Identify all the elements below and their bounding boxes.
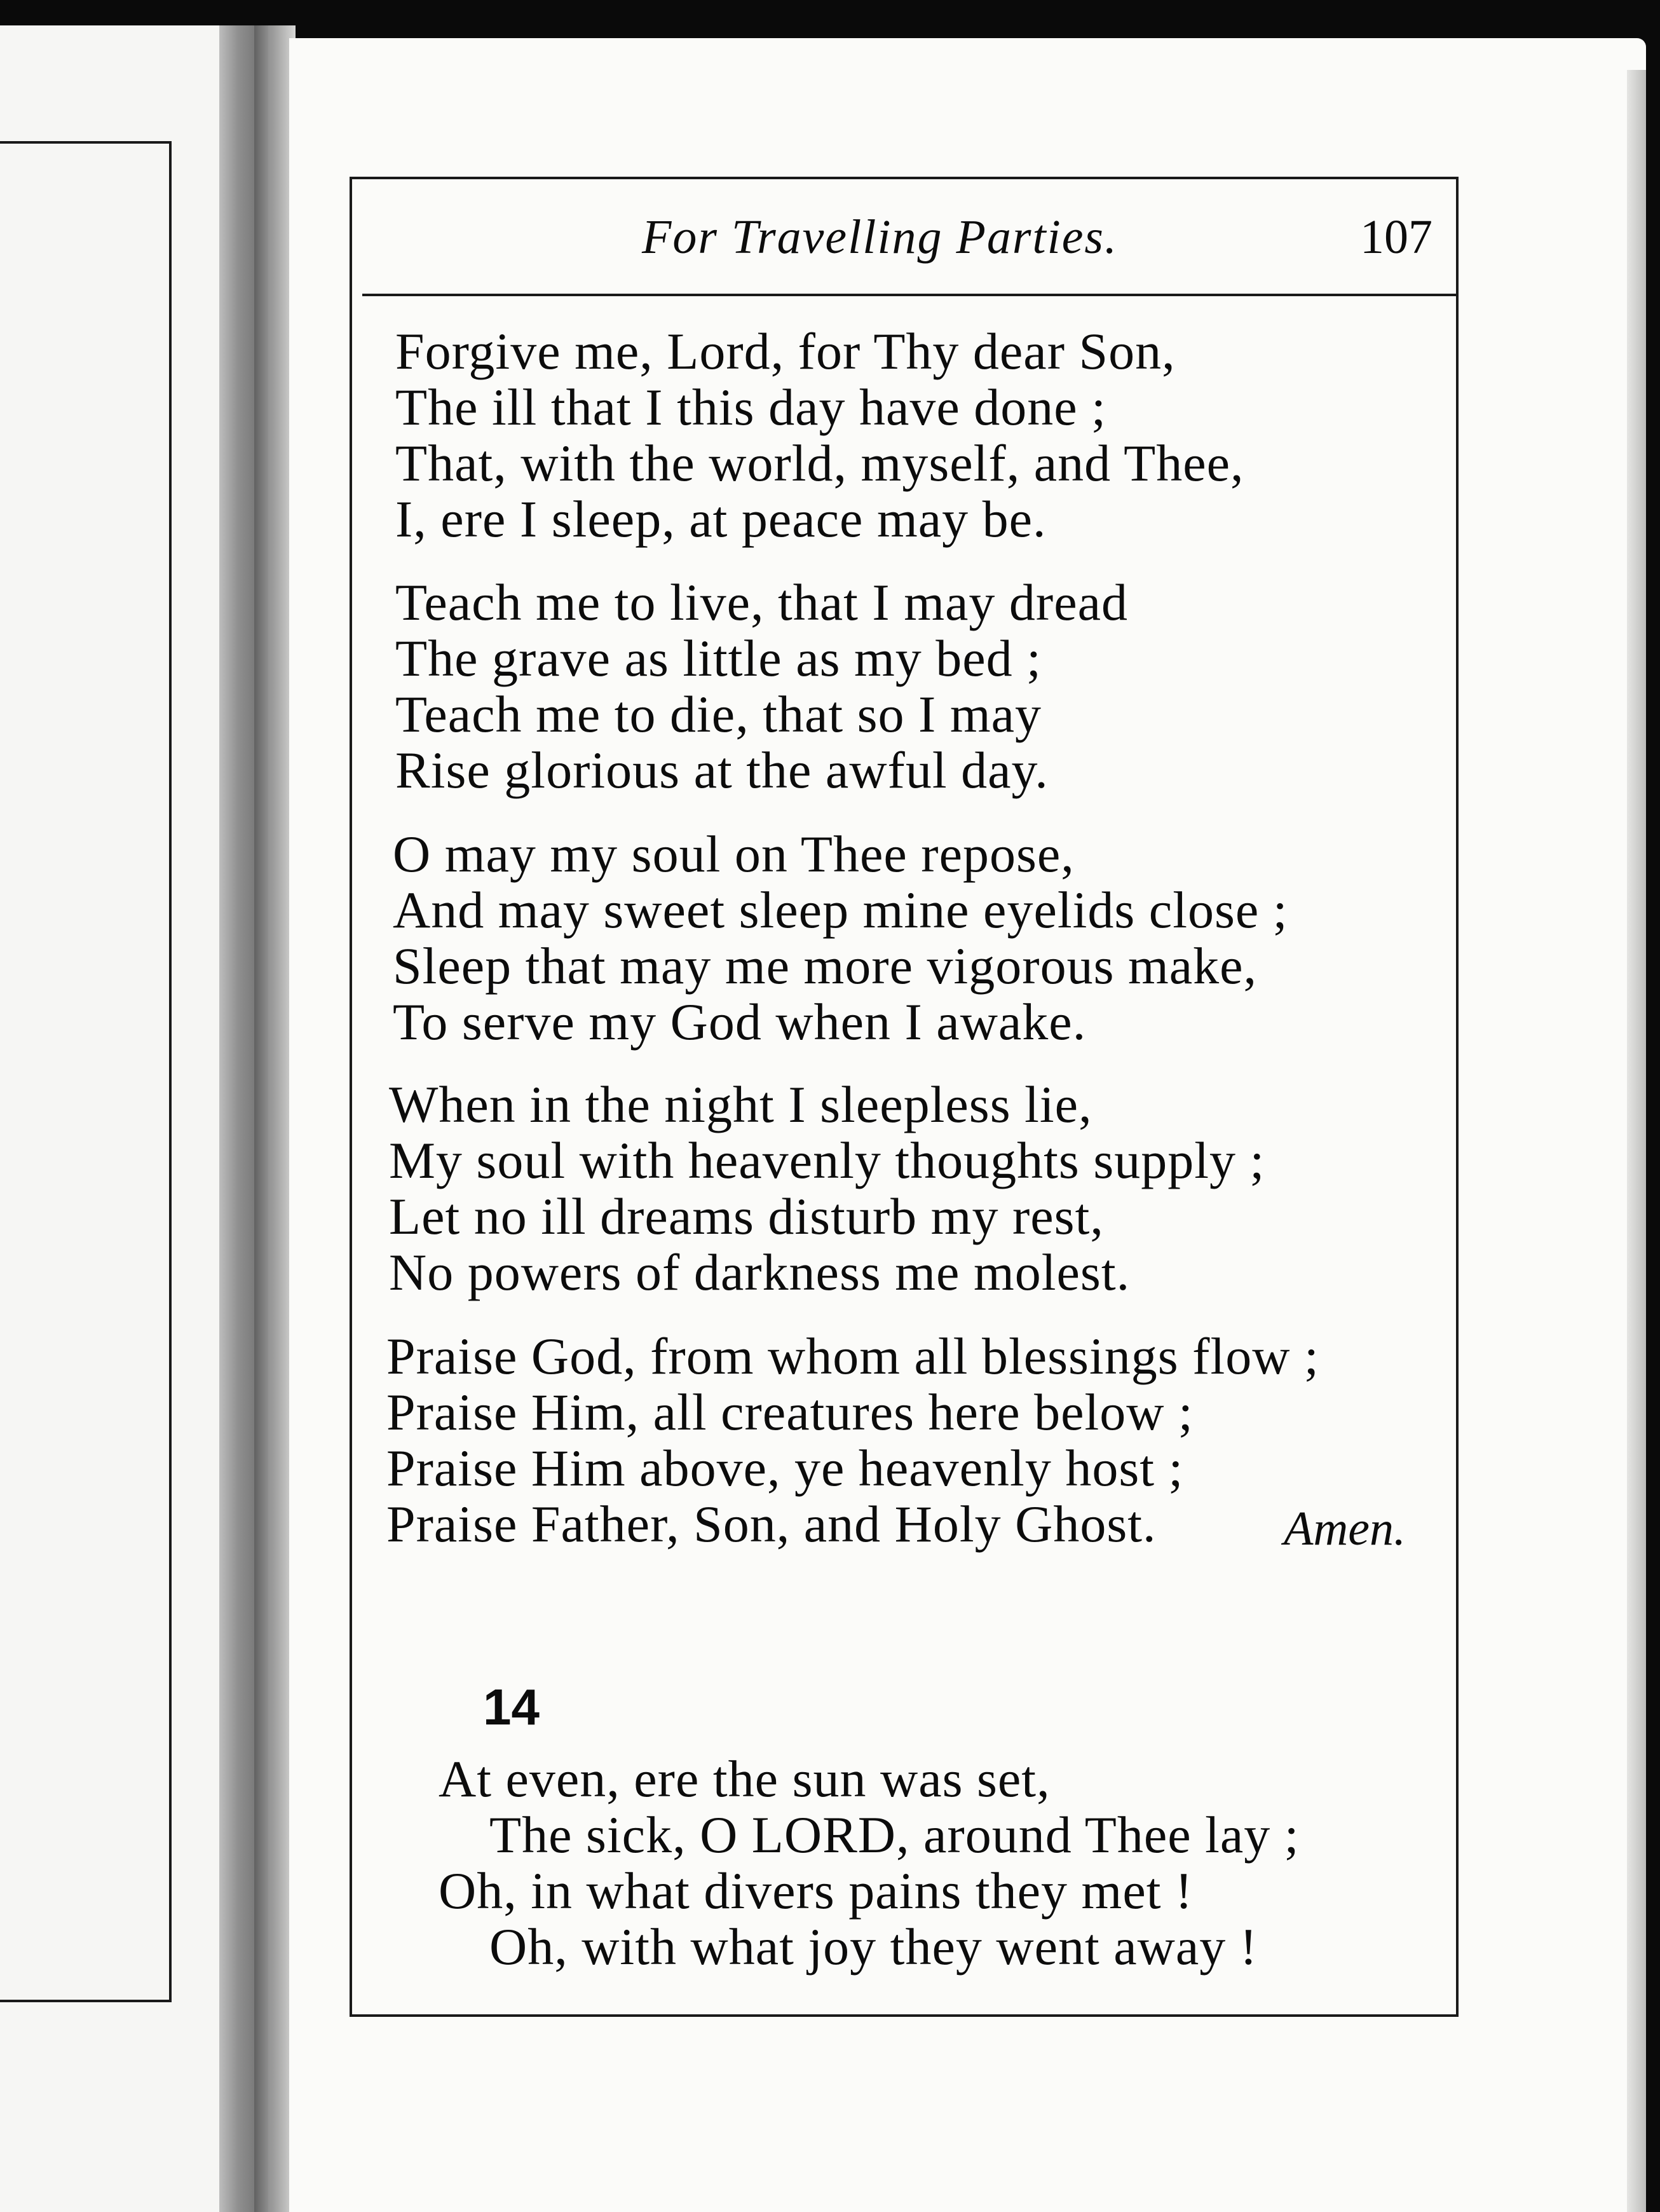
amen-label: Amen. xyxy=(1284,1502,1406,1555)
verse-line: I, ere I sleep, at peace may be. xyxy=(395,490,1047,548)
hymn-line: Oh, in what divers pains they met ! xyxy=(439,1862,1194,1920)
header-rule xyxy=(362,294,1459,296)
verse-line: That, with the world, myself, and Thee, xyxy=(395,434,1244,492)
previous-page-border xyxy=(0,141,172,2002)
page-edge xyxy=(1627,70,1646,2212)
hymn-number: 14 xyxy=(483,1679,540,1735)
verse-line: Teach me to die, that so I may xyxy=(395,685,1042,743)
verse-line: Praise Him, all creatures here below ; xyxy=(386,1383,1194,1441)
verse-line: My soul with heavenly thoughts supply ; xyxy=(389,1131,1265,1189)
verse-line: Praise God, from whom all blessings flow ; xyxy=(386,1327,1319,1385)
verse-line: When in the night I sleepless lie, xyxy=(389,1075,1092,1133)
verse-line: The ill that I this day have done ; xyxy=(395,378,1106,436)
verse-line: Praise Father, Son, and Holy Ghost. xyxy=(386,1495,1157,1553)
verse-line: Rise glorious at the awful day. xyxy=(395,741,1049,799)
hymn-line: The sick, O LORD, around Thee lay ; xyxy=(489,1806,1300,1864)
verse-line: No powers of darkness me molest. xyxy=(389,1243,1131,1301)
gutter-shadow xyxy=(254,25,268,2212)
running-header: For Travelling Parties. xyxy=(642,210,1118,264)
hymn-line: Oh, with what joy they went away ! xyxy=(489,1918,1258,1976)
verse-line: The grave as little as my bed ; xyxy=(395,629,1042,687)
verse-line: Sleep that may me more vigorous make, xyxy=(393,937,1258,995)
verse-line: Let no ill dreams disturb my rest, xyxy=(389,1187,1104,1245)
verse-line: And may sweet sleep mine eyelids close ; xyxy=(393,881,1288,939)
verse-line: Teach me to live, that I may dread xyxy=(395,573,1129,631)
verse-line: O may my soul on Thee repose, xyxy=(393,825,1075,883)
verse-line: Forgive me, Lord, for Thy dear Son, xyxy=(395,322,1176,380)
verse-line: To serve my God when I awake. xyxy=(393,993,1087,1051)
page-number: 107 xyxy=(1360,210,1432,264)
verse-line: Praise Him above, ye heavenly host ; xyxy=(386,1439,1184,1497)
hymn-line: At even, ere the sun was set, xyxy=(439,1750,1051,1808)
